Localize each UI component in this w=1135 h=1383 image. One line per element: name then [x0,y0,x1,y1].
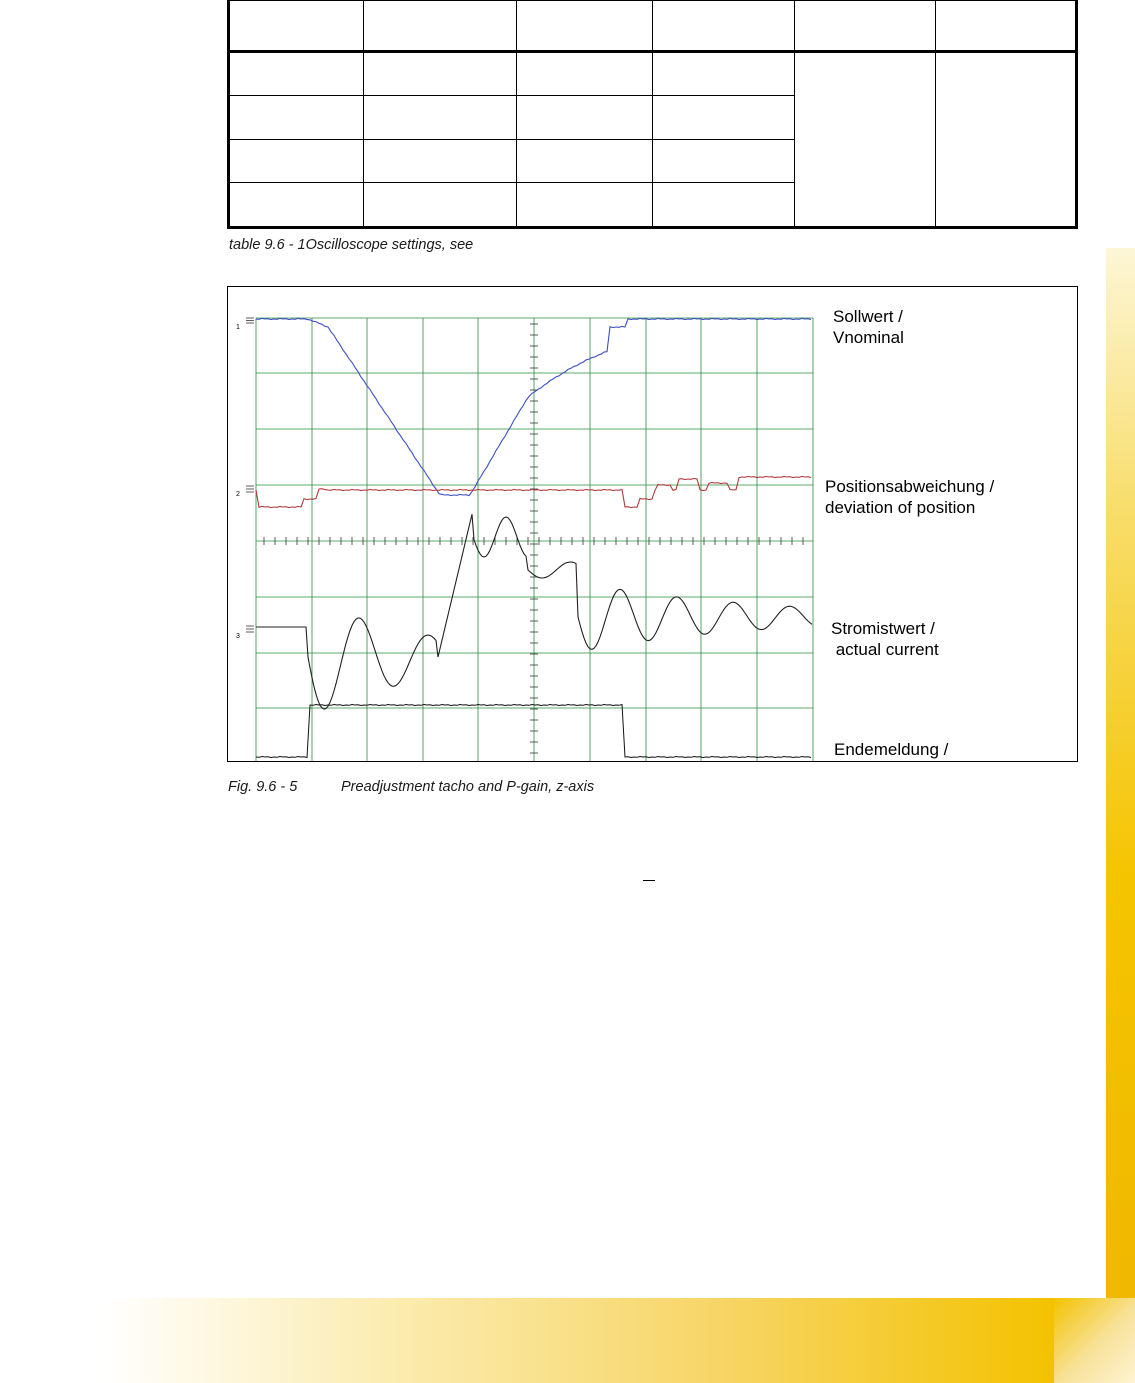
channel-marker-3: 3 [236,633,240,640]
table-cell [364,96,517,140]
table-cell [517,183,653,228]
table-row [229,51,1077,96]
table-caption: table 9.6 - 1Oscilloscope settings, see [229,237,474,253]
table-cell [517,96,653,140]
figure-caption-text: Preadjustment tacho and P-gain, z-axis [341,779,595,795]
table-cell [517,51,653,96]
table-cell [517,139,653,183]
oscilloscope-screen [228,287,1077,761]
table-header-cell [364,1,517,52]
trace-label-position-deviation: Positionsabweichung / deviation of position [825,477,995,517]
settings-table [227,0,1078,229]
table-cell-merged [795,51,936,227]
table-cell-merged [936,51,1077,227]
table-header-cell [653,1,795,52]
trace-label-end-signal: Endemeldung / [834,740,949,759]
table-cell [653,51,795,96]
table-cell [229,183,364,228]
trace-label-setpoint: Sollwert / Vnominal [833,307,904,347]
decorative-side-bar [1106,248,1135,1298]
table-cell [364,139,517,183]
table-header-cell [517,1,653,52]
table-cell [653,183,795,228]
table-header-row [229,1,1077,52]
table-cell [364,51,517,96]
table-header-cell [795,1,936,52]
table-cell [653,139,795,183]
channel-marker-2: 2 [236,491,240,498]
scope-grid [256,318,813,761]
channel-marker-1: 1 [236,324,240,331]
trace-channel-2 [256,476,811,507]
table-cell [653,96,795,140]
table-header-cell [936,1,1077,52]
figure-caption-number: Fig. 9.6 - 5 [228,779,298,795]
decorative-bottom-bar [106,1298,1054,1383]
table-cell [229,139,364,183]
oscilloscope-figure [227,286,1078,762]
scope-ticks [246,318,803,753]
table-cell [229,96,364,140]
decorative-corner [1054,1298,1135,1383]
dash-mark [643,880,655,881]
trace-channel-1 [256,318,811,495]
table-cell [229,51,364,96]
table-cell [364,183,517,228]
table-header-cell [229,1,364,52]
trace-label-actual-current: Stromistwert / actual current [831,619,939,659]
